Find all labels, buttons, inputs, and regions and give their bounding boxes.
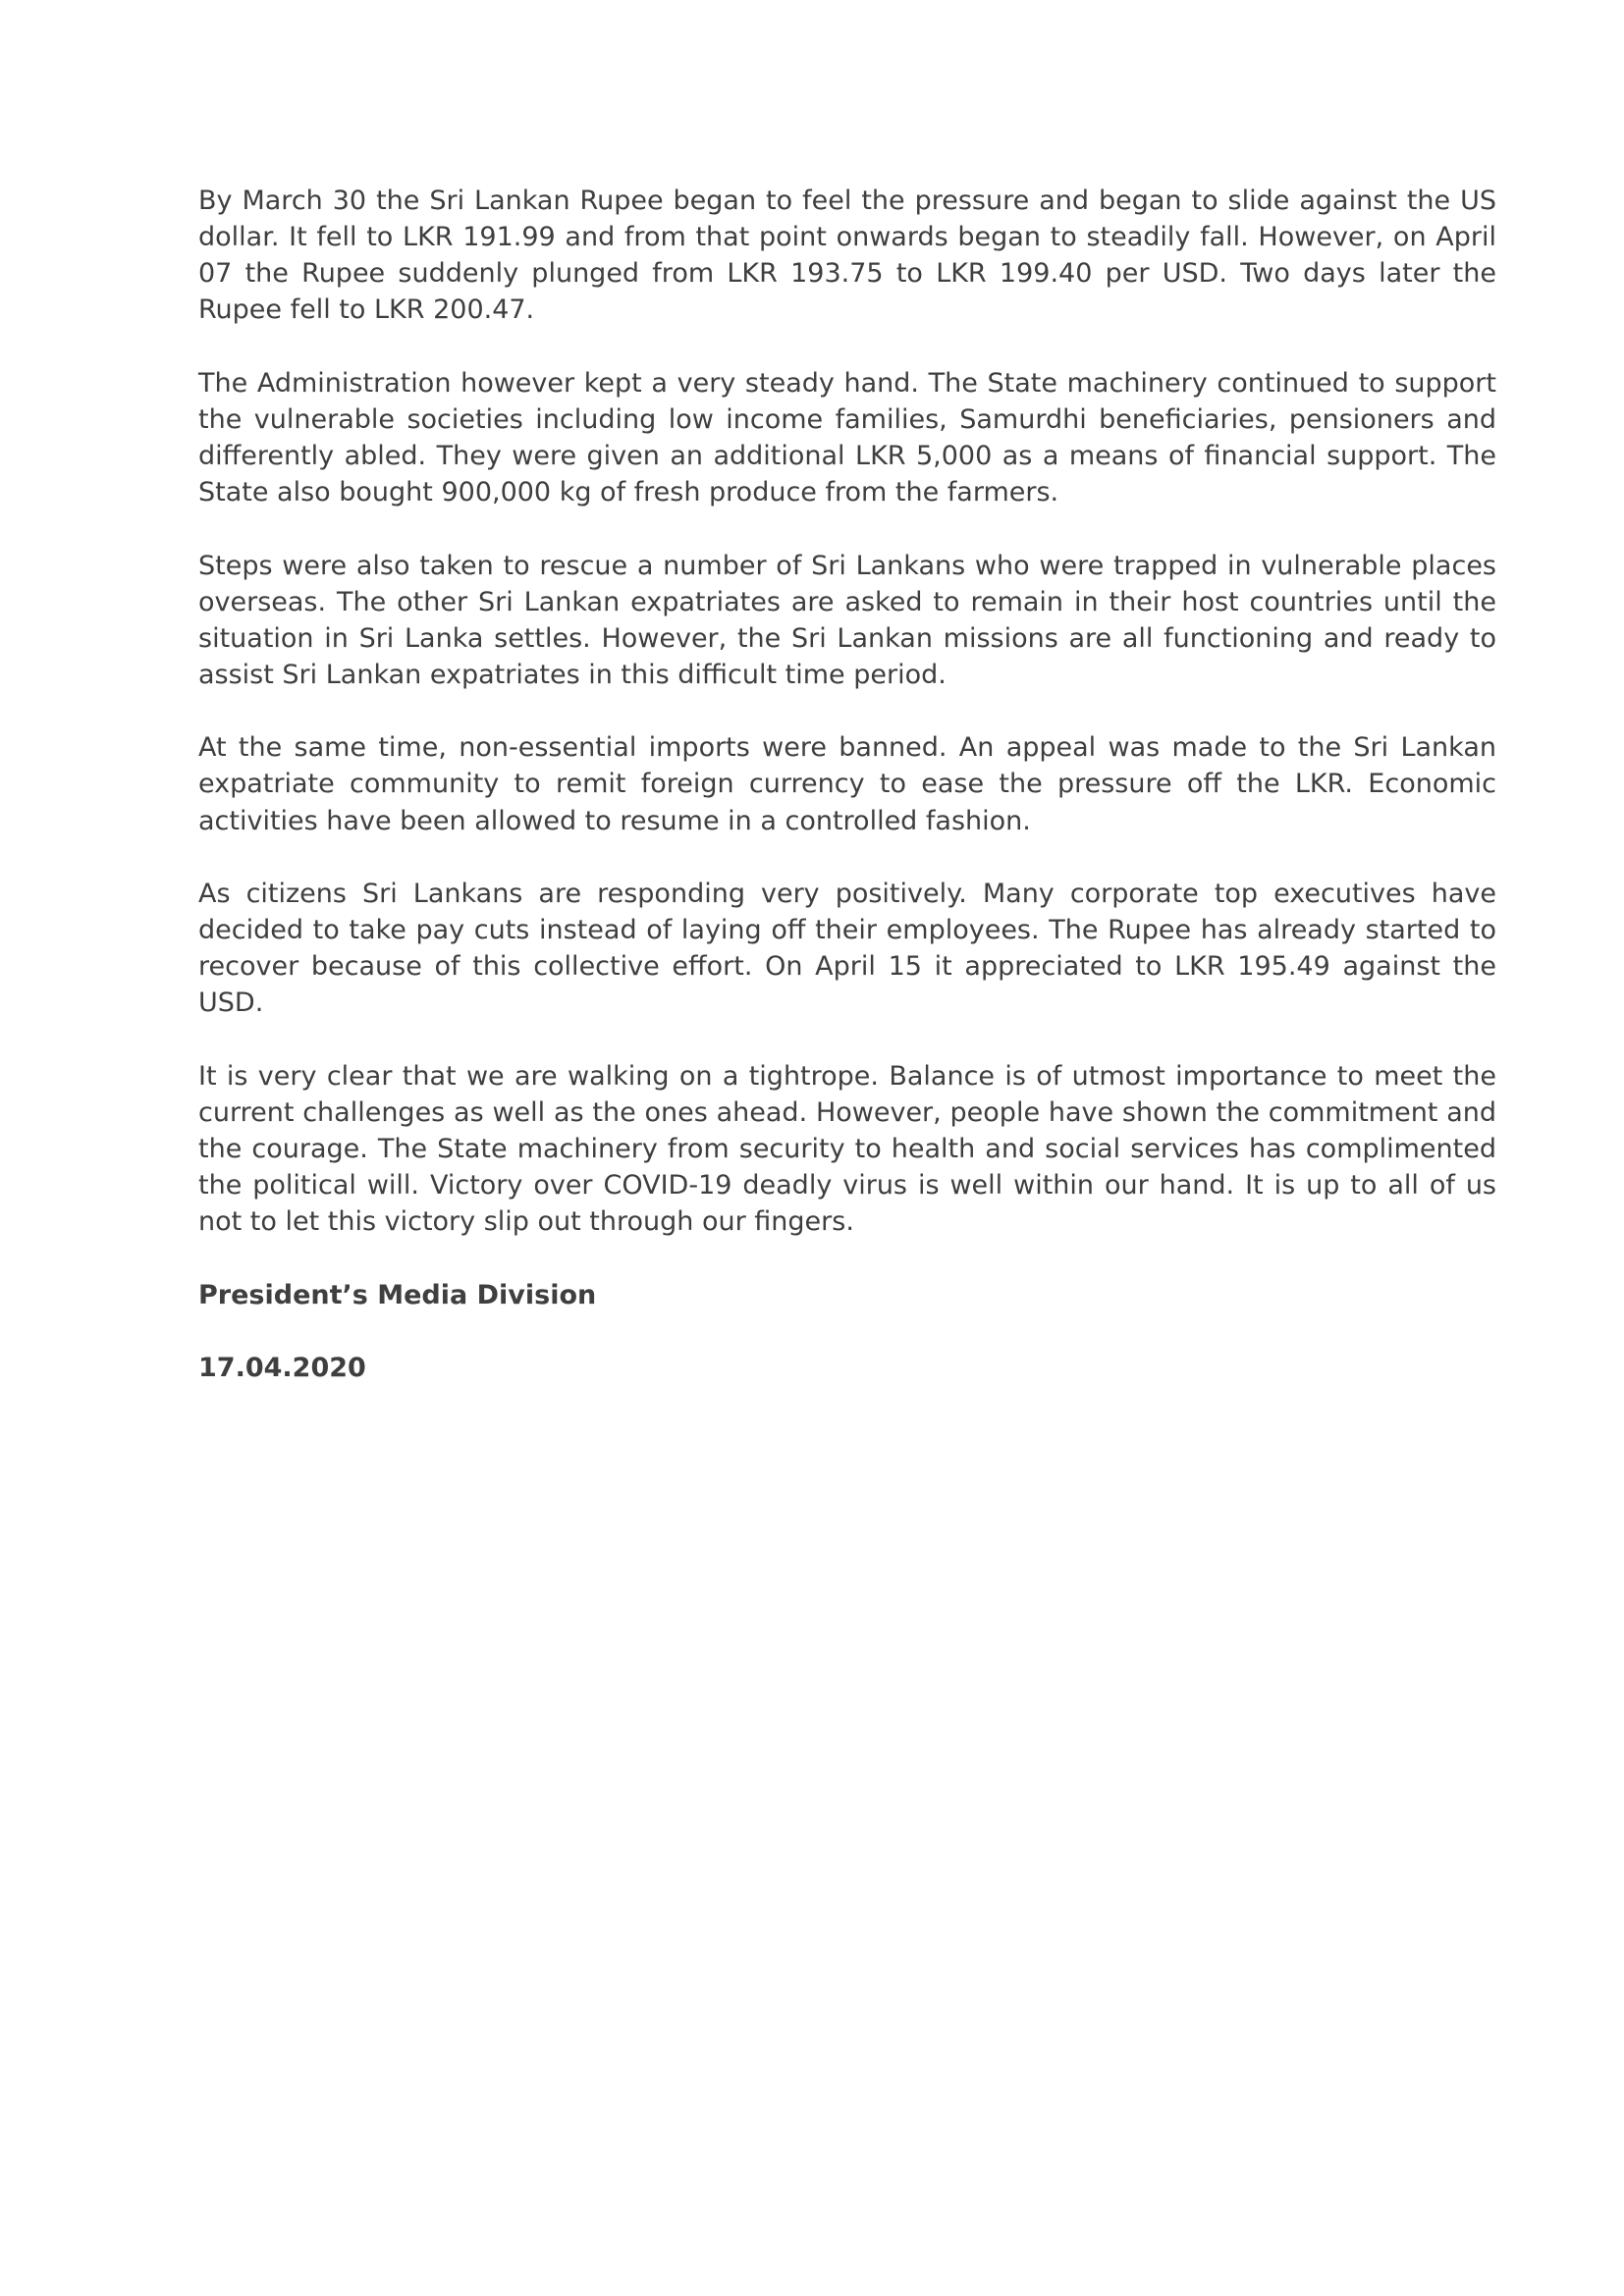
paragraph-import-ban: At the same time, non-essential imports were banned. An appeal was made to the Sri Lankan expatriate community to remit foreign currency to ease the pressure off the LKR. Economic activities have been allowed to resume in a controlled fashion. (198, 732, 1496, 836)
paragraph-conclusion: It is very clear that we are walking on a tightrope. Balance is of utmost importance to meet the current challenges as well as the ones ahead. However, people have shown the commitment and the courage. The State machinery from security to health and social services has complimented the political will. Victory over COVID-19 deadly virus is well within our hand. It is up to all of us not to let this victory slip out through our fingers. (198, 1060, 1496, 1238)
signature: President’s Media Division (198, 1279, 597, 1310)
document-page (198, 183, 1496, 1386)
paragraph-administration-support: The Administration however kept a very steady hand. The State machinery continued to support the vulnerable societies including low income families, Samurdhi beneficiaries, pensioners and differently abled. They were given an additional LKR 5,000 as a means of financial support. The State also bought 900,000 kg of fresh produce from the farmers. (198, 367, 1496, 508)
paragraph-expatriate-rescue: Steps were also taken to rescue a number of Sri Lankans who were trapped in vulnerable places overseas. The other Sri Lankan expatriates are asked to remain in their host countries until the situation in Sri Lanka settles. However, the Sri Lankan missions are all functioning and ready to assist Sri Lankan expatriates in this difficult time period. (198, 550, 1496, 690)
paragraph-citizen-response: As citizens Sri Lankans are responding very positively. Many corporate top executives have decided to take pay cuts instead of laying off their employees. The Rupee has already started to recover because of this collective effort. On April 15 it appreciated to LKR 195.49 against the USD. (198, 878, 1496, 1019)
document-date: 17.04.2020 (198, 1352, 366, 1383)
paragraph-rupee-slide: By March 30 the Sri Lankan Rupee began to feel the pressure and began to slide against the US dollar. It fell to LKR 191.99 and from that point onwards began to steadily fall. However, on April 07 the Rupee suddenly plunged from LKR 193.75 to LKR 199.40 per USD. Two days later the Rupee fell to LKR 200.47. (198, 186, 1496, 326)
